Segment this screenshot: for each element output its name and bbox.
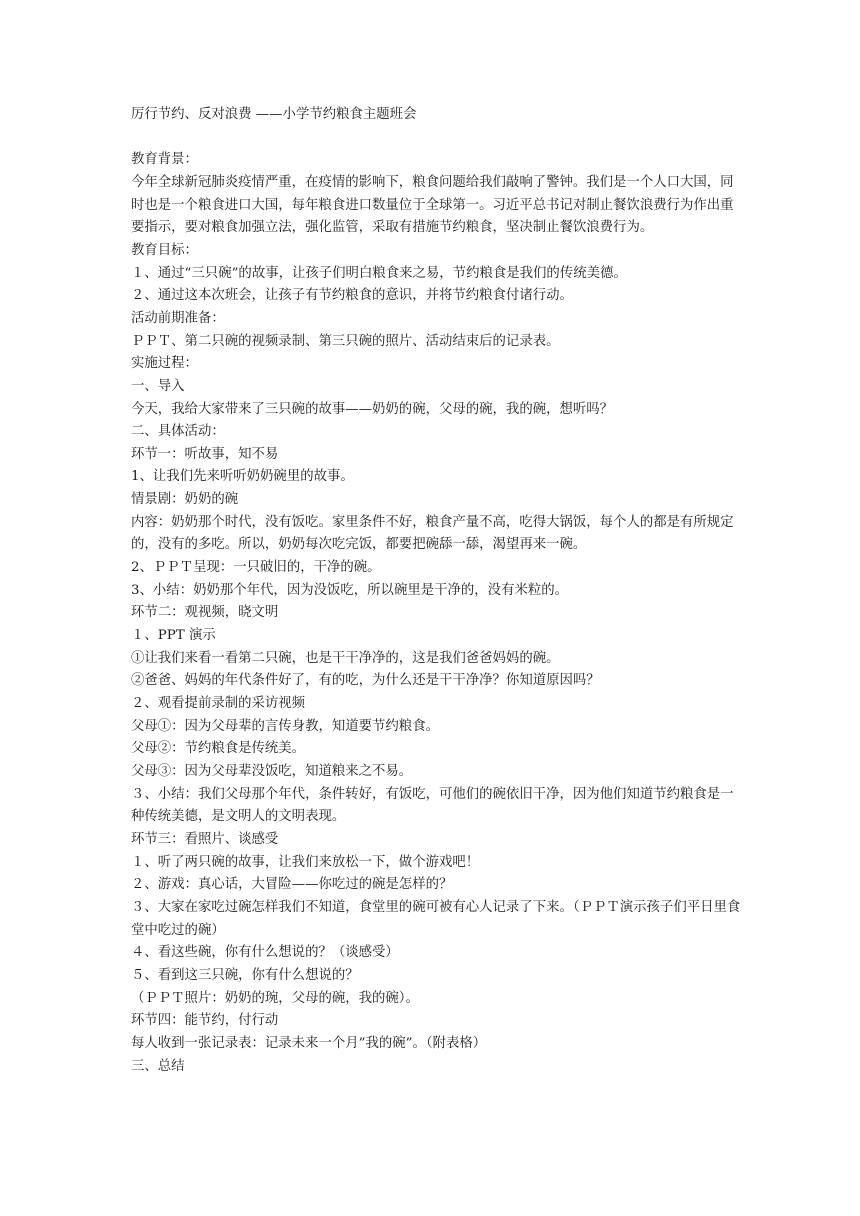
stage-3-item-2: ２、游戏：真心话，大冒险——你吃过的碗是怎样的？ <box>131 877 453 893</box>
stage-1-item-2: 2、ＰＰＴ呈现：一只破旧的，干净的碗。 <box>131 560 381 576</box>
stage-3-item-1: １、听了两只碗的故事，让我们来放松一下，做个游戏吧！ <box>131 854 480 870</box>
document-title: 厉行节约、反对浪费 ——小学节约粮食主题班会 <box>131 107 417 122</box>
heading-stage-2: 环节二：观视频，晓文明 <box>131 605 279 621</box>
parent-answer-3: 父母③：因为父母辈没饭吃，知道粮来之不易。 <box>131 764 413 780</box>
goal-item-1: １、通过“三只碗”的故事，让孩子们明白粮食来之易，节约粮食是我们的传统美德。 <box>131 265 627 281</box>
stage-1-item-3: 3、小结：奶奶那个年代，因为没饭吃，所以碗里是干净的，没有米粒的。 <box>131 582 569 598</box>
heading-stage-4: 环节四：能节约，付行动 <box>131 1013 279 1029</box>
heading-activities: 二、具体活动： <box>131 424 225 440</box>
stage-2-item-3: ３、小结：我们父母那个年代，条件转好，有饭吃，可他们的碗依旧干净，因为他们知道节约粮食是一种传统美德，是文明人的文明表现。 <box>131 786 734 825</box>
section-heading-process: 实施过程： <box>131 356 198 372</box>
section-heading-preparation: 活动前期准备： <box>131 310 225 326</box>
paragraph-introduction: 今天，我给大家带来了三只碗的故事——奶奶的碗，父母的碗，我的碗，想听吗？ <box>131 401 614 417</box>
section-heading-goals: 教育目标： <box>131 242 198 258</box>
stage-1-skit: 情景剧：奶奶的碗 <box>131 492 239 508</box>
stage-1-content: 内容：奶奶那个时代，没有饭吃。家里条件不好，粮食产量不高，吃得大锅饭，每个人的都是有所规定的，没有的多吃。所以，奶奶每次吃完饭，都要把碗舔一舔，渴望再来一碗。 <box>131 514 734 553</box>
section-heading-background: 教育背景： <box>131 152 198 168</box>
stage-2-subitem-1: ①让我们来看一看第二只碗，也是干干净净的，这是我们爸爸妈妈的碗。 <box>131 650 560 666</box>
stage-4-content: 每人收到一张记录表：记录未来一个月”我的碗”。（附表格） <box>131 1035 487 1051</box>
stage-3-item-5: ５、看到这三只碗，你有什么想说的？ <box>131 967 359 983</box>
stage-3-note: （ＰＰＴ照片：奶奶的琬，父母的碗，我的碗）。 <box>131 990 419 1006</box>
stage-3-item-3: ３、大家在家吃过碗怎样我们不知道，食堂里的碗可被有心人记录了下来。（ＰＰＴ演示孩子们平日里食堂中吃过的碗） <box>131 899 741 938</box>
heading-summary: 三、总结 <box>131 1058 185 1074</box>
stage-3-item-4: ４、看这些碗，你有什么想说的？（谈感受） <box>131 945 399 961</box>
goal-item-2: ２、通过这本次班会，让孩子有节约粮食的意识，并将节约粮食付诸行动。 <box>131 288 573 304</box>
heading-stage-3: 环节三：看照片、谈感受 <box>131 831 279 847</box>
stage-2-subitem-2: ②爸爸、妈妈的年代条件好了，有的吃，为什么还是干干净净？你知道原因吗？ <box>131 673 600 689</box>
paragraph-background: 今年全球新冠肺炎疫情严重，在疫情的影响下，粮食问题给我们敲响了警钟。我们是一个人口大国，同时也是一个粮食进口大国，每年粮食进口数量位于全球第一。习近平总书记对制止餐饮浪费行为作出重要指示，要对粮食加强立法，强化监管，采取有措施节约粮食，坚决制止餐饮浪费行为。 <box>131 174 734 236</box>
parent-answer-1: 父母①：因为父母辈的言传身教，知道要节约粮食。 <box>131 718 439 734</box>
parent-answer-2: 父母②：节约粮食是传统美。 <box>131 741 306 757</box>
paragraph-preparation: ＰＰＴ、第二只碗的视频录制、第三只碗的照片、活动结束后的记录表。 <box>131 333 560 349</box>
stage-1-item-1: 1、让我们先来听听奶奶碗里的故事。 <box>131 469 354 485</box>
stage-2-item-1: １、PPT 演示 <box>131 628 216 644</box>
heading-stage-1: 环节一：听故事，知不易 <box>131 446 279 462</box>
stage-2-item-2: ２、观看提前录制的采访视频 <box>131 696 306 712</box>
document-body <box>131 104 746 1078</box>
heading-introduction: 一、导入 <box>131 378 185 394</box>
